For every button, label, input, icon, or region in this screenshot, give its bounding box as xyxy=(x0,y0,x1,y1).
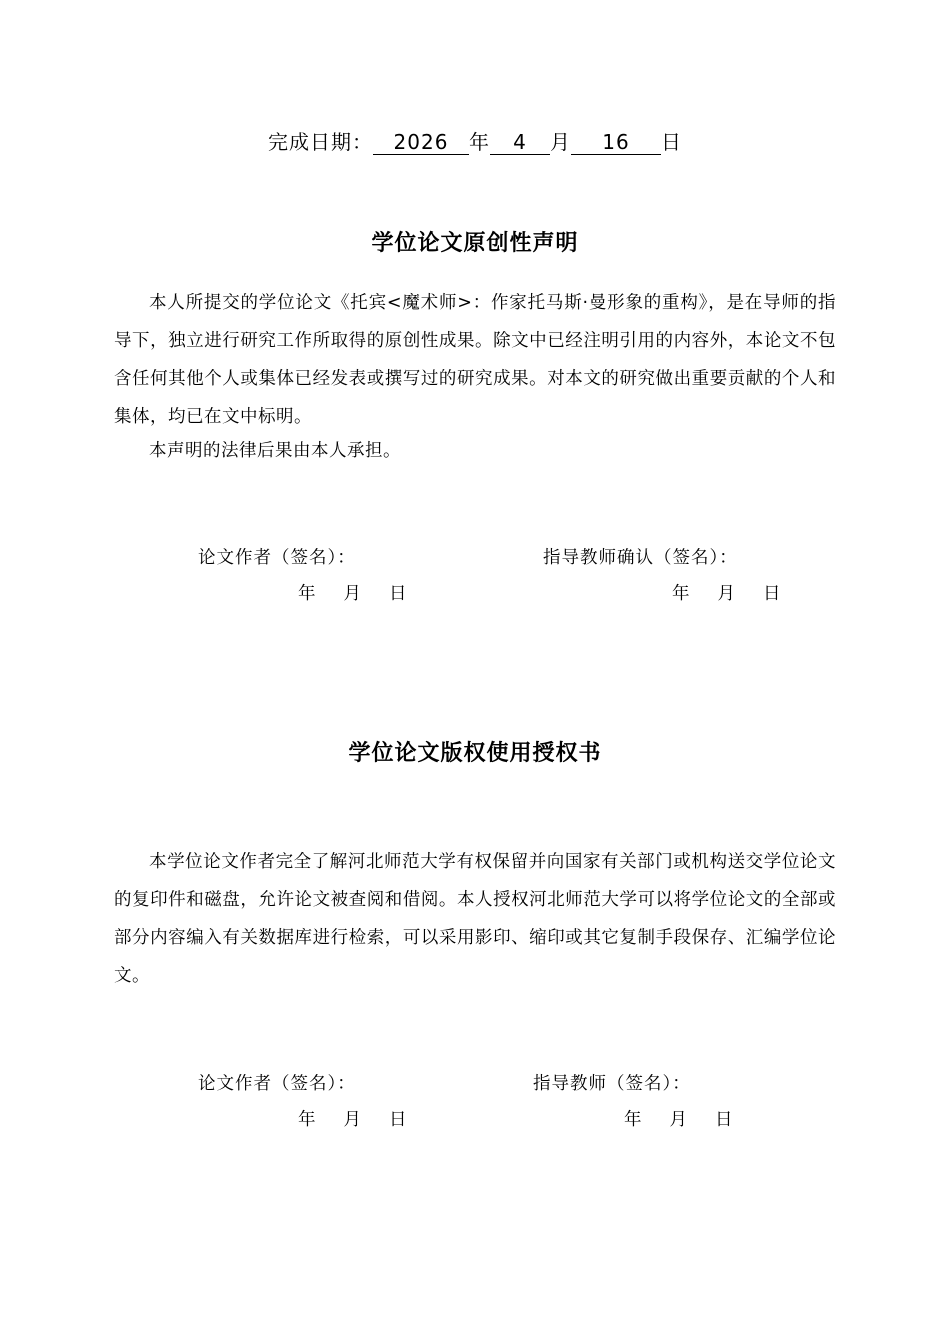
date-year-label: 年 xyxy=(298,584,316,604)
date-month-label: 月 xyxy=(717,584,735,604)
completion-day-value: 16 xyxy=(571,130,661,155)
date-day-label: 日 xyxy=(763,584,781,604)
date-year-label: 年 xyxy=(624,1110,642,1130)
completion-day-unit: 日 xyxy=(661,130,682,154)
completion-date-line xyxy=(0,126,950,155)
originality-paragraph: 本人所提交的学位论文《托宾<魔术师>：作家托马斯·曼形象的重构》，是在导师的指导下，独立进行研究工作所取得的原创性成果。除文中已经注明引用的内容外，本论文不包含任何其他个人或集体已经发表或撰写过的研究成果。对本文的研究做出重要贡献的个人和集体，均已在文中标明。 xyxy=(114,293,836,427)
copyright-advisor-date xyxy=(624,1106,733,1131)
date-month-label: 月 xyxy=(343,584,361,604)
date-day-label: 日 xyxy=(389,1110,407,1130)
copyright-paragraph: 本学位论文作者完全了解河北师范大学有权保留并向国家有关部门或机构送交学位论文的复印件和磁盘，允许论文被查阅和借阅。本人授权河北师范大学可以将学位论文的全部或部分内容编入有关数据库进行检索，可以采用影印、缩印或其它复制手段保存、汇编学位论文。 xyxy=(114,852,836,986)
completion-year-unit: 年 xyxy=(469,130,490,154)
originality-author-signature-label: 论文作者（签名）： xyxy=(198,548,356,568)
date-year-label: 年 xyxy=(298,1110,316,1130)
originality-legal-paragraph: 本声明的法律后果由本人承担。 xyxy=(149,441,401,461)
date-month-label: 月 xyxy=(669,1110,687,1130)
copyright-title: 学位论文版权使用授权书 xyxy=(348,741,602,766)
date-day-label: 日 xyxy=(715,1110,733,1130)
completion-year-value: 2026 xyxy=(373,130,469,155)
copyright-advisor-signature-label: 指导教师（签名）： xyxy=(533,1074,691,1094)
completion-date-label: 完成日期： xyxy=(268,130,373,154)
completion-month-value: 4 xyxy=(490,130,550,155)
date-day-label: 日 xyxy=(389,584,407,604)
originality-advisor-signature-label: 指导教师确认（签名）： xyxy=(543,548,738,568)
completion-month-unit: 月 xyxy=(550,130,571,154)
originality-title: 学位论文原创性声明 xyxy=(371,231,579,256)
originality-advisor-date xyxy=(672,580,781,605)
copyright-author-date xyxy=(298,1106,407,1131)
date-month-label: 月 xyxy=(343,1110,361,1130)
date-year-label: 年 xyxy=(672,584,690,604)
originality-author-date xyxy=(298,580,407,605)
copyright-author-signature-label: 论文作者（签名）： xyxy=(198,1074,356,1094)
